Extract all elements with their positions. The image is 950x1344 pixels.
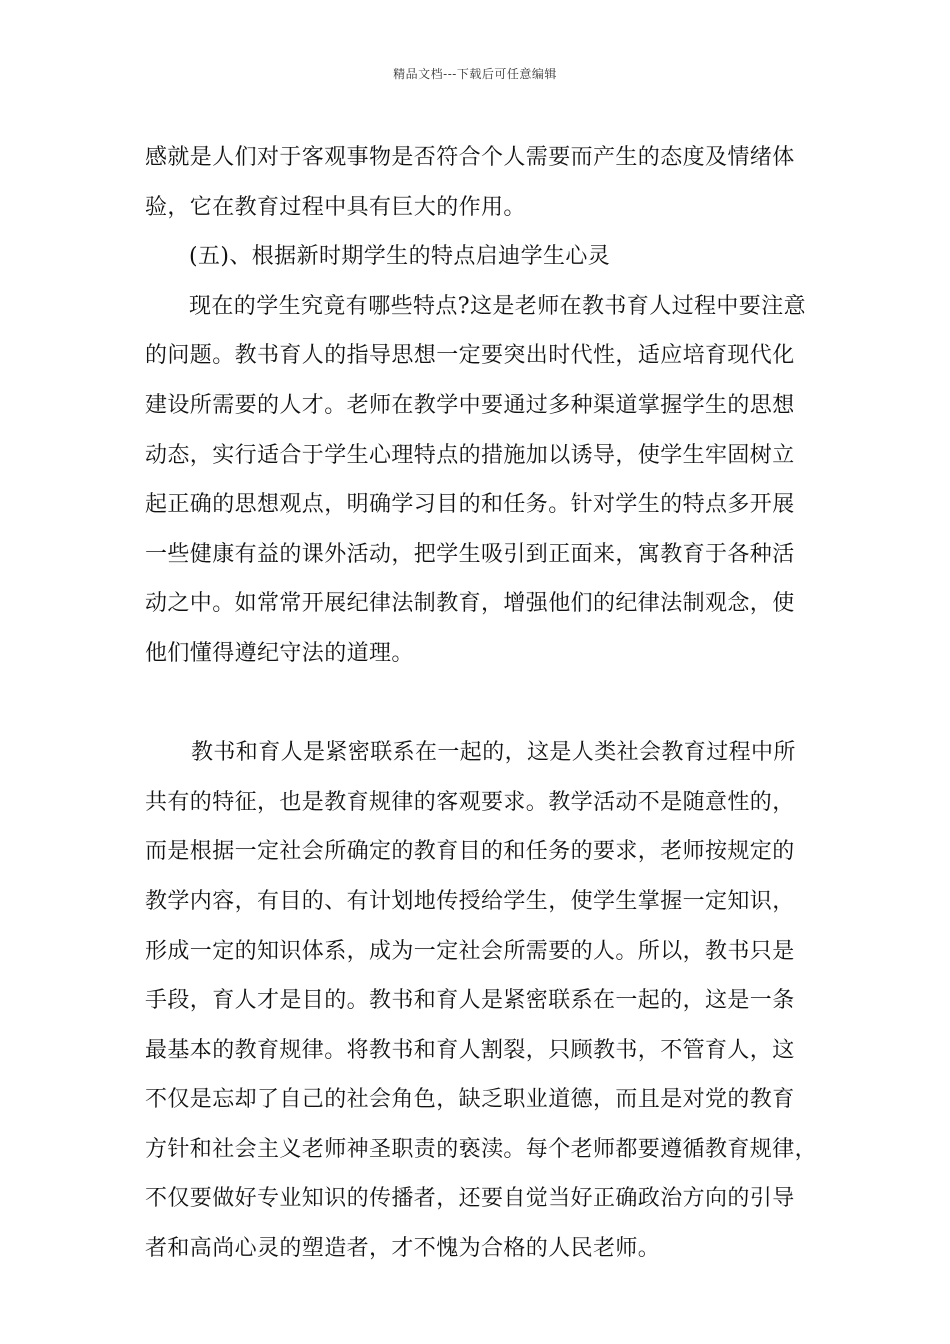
text-line: 他们懂得遵纪守法的道理。: [145, 640, 414, 666]
text-line: 形成一定的知识体系，成为一定社会所需要的人。所以，教书只是: [145, 938, 795, 964]
text-line: 手段，育人才是目的。教书和育人是紧密联系在一起的，这是一条: [145, 988, 795, 1014]
document-body: [145, 133, 818, 1274]
text-line: 不仅要做好专业知识的传播者，还要自觉当好正确政治方向的引导: [145, 1186, 795, 1212]
text-line: 教学内容，有目的、有计划地传授给学生，使学生掌握一定知识，: [145, 888, 795, 914]
page-header: 精品文档---下载后可任意编辑: [393, 67, 557, 81]
text-line: 现在的学生究竟有哪些特点?这是老师在教书育人过程中要注意: [189, 293, 806, 319]
text-line: 验，它在教育过程中具有巨大的作用。: [145, 194, 526, 220]
section-heading: (五)、根据新时期学生的特点启迪学生心灵: [189, 244, 611, 270]
text-line: 者和高尚心灵的塑造者，才不愧为合格的人民老师。: [145, 1236, 661, 1262]
text-line: 而是根据一定社会所确定的教育目的和任务的要求，老师按规定的: [145, 839, 795, 865]
text-line: 最基本的教育规律。将教书和育人割裂，只顾教书，不管育人，这: [145, 1037, 795, 1063]
text-line: 不仅是忘却了自己的社会角色，缺乏职业道德，而且是对党的教育: [145, 1087, 795, 1113]
text-line: 共有的特征，也是教育规律的客观要求。教学活动不是随意性的，: [145, 789, 795, 815]
text-line: 方针和社会主义老师神圣职责的亵渎。每个老师都要遵循教育规律，: [145, 1136, 818, 1162]
text-line: 动之中。如常常开展纪律法制教育，增强他们的纪律法制观念，使: [145, 591, 795, 617]
text-line: 建设所需要的人才。老师在教学中要通过多种渠道掌握学生的思想: [145, 392, 795, 418]
text-line: 起正确的思想观点，明确学习目的和任务。针对学生的特点多开展: [145, 492, 795, 518]
text-line: 感就是人们对于客观事物是否符合个人需要而产生的态度及情绪体: [145, 145, 795, 170]
text-line: 教书和育人是紧密联系在一起的，这是人类社会教育过程中所: [191, 740, 796, 766]
blank-line: [145, 679, 810, 729]
text-line: 一些健康有益的课外活动，把学生吸引到正面来，寓教育于各种活: [145, 541, 795, 567]
text-line: 动态，实行适合于学生心理特点的措施加以诱导，使学生牢固树立: [145, 442, 795, 468]
text-line: 的问题。教书育人的指导思想一定要突出时代性，适应培育现代化: [145, 343, 795, 369]
